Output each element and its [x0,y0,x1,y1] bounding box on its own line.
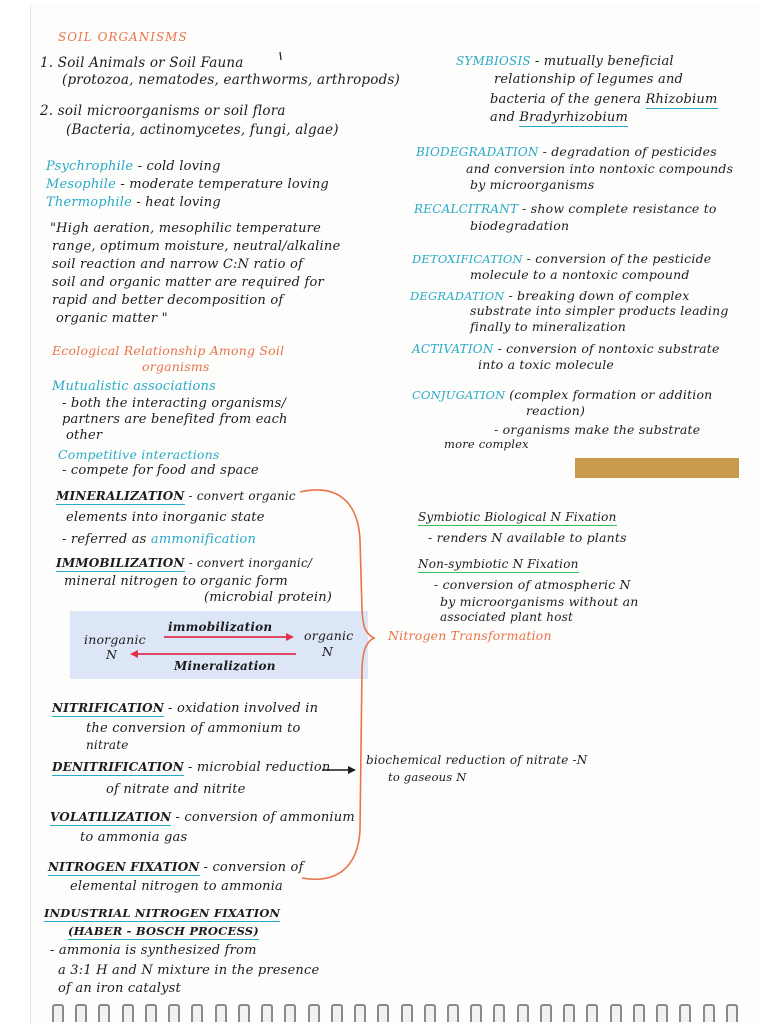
nitrification-def-3: nitrate [86,738,129,752]
soil-flora-examples: (Bacteria, actinomycetes, fungi, algae) [66,122,339,138]
diagram-inorganic-n: N [106,647,118,662]
haber-bosch-term: (HABER - BOSCH PROCESS) [68,924,259,938]
nitrification-def-2: the conversion of ammonium to [86,721,301,736]
nonsymbiotic-fixation-term: Non-symbiotic N Fixation [418,557,579,571]
conjugation-def-2: reaction) [526,403,586,418]
binding-ring [75,1004,87,1022]
binding-ring [633,1004,645,1022]
binding-ring [540,1004,552,1022]
quote-line-6: organic matter " [56,311,168,326]
binding-ring [726,1004,738,1022]
bradyrhizobium-term: Bradyrhizobium [519,110,628,125]
symbiosis-def: - mutually beneficial [534,54,674,69]
biodegradation-def: - degradation of pesticides [542,144,717,159]
mineralization-line [56,489,296,503]
diagram-immobilization-label: immobilization [168,620,273,634]
symbiosis-and: and [490,110,516,125]
denitrification-note-2: to gaseous N [388,770,467,784]
mineralization-def: - convert organic [188,489,296,503]
haber-bosch-heading [68,924,259,938]
nitrification-term: NITRIFICATION [52,701,165,715]
biodegradation-def-2: and conversion into nontoxic compounds [466,161,734,176]
diagram-inorganic-label: inorganic [84,632,146,647]
symbiosis-genera-text: bacteria of the genera [490,92,642,107]
binding-ring [354,1004,366,1022]
recalcitrant-def-2: biodegradation [470,218,570,233]
quote-line-5: rapid and better decomposition of [52,293,284,308]
mesophile-line [46,178,329,192]
symbiosis-term: SYMBIOSIS [456,54,531,68]
psychrophile-term: Psychrophile [46,159,134,174]
binding-ring [261,1004,273,1022]
industrial-line-1: - ammonia is synthesized from [50,943,257,958]
nitrogen-fixation-def-2: elemental nitrogen to ammonia [70,879,284,894]
soil-fauna-examples: (protozoa, nematodes, earthworms, arthropods) [62,72,401,88]
binding-ring [122,1004,134,1022]
mutualistic-line-2: partners are benefited from each [62,412,288,427]
conjugation-def: (complex formation or addition [509,387,713,402]
quote-line-1: "High aeration, mesophilic temperature [50,221,321,236]
quote-line-2: range, optimum moisture, neutral/alkaline [52,239,341,254]
binding-ring [563,1004,575,1022]
symbiosis-def-3 [490,93,718,107]
binding-ring [703,1004,715,1022]
binding-ring [424,1004,436,1022]
eco-heading-line-1: Ecological Relationship Among Soil [52,343,285,358]
binding-ring [52,1004,64,1022]
symbiosis-def-2: relationship of legumes and [494,72,684,87]
activation-def: - conversion of nontoxic substrate [497,341,720,356]
binding-ring [470,1004,482,1022]
psychrophile-def: - cold loving [137,159,221,174]
binding-ring [238,1004,250,1022]
tan-highlight-bar [575,458,739,478]
binding-ring [98,1004,110,1022]
conjugation-def-4: more complex [444,437,529,451]
symbiosis-def-4 [490,111,628,125]
mutualistic-term: Mutualistic associations [52,379,216,394]
binding-ring [215,1004,227,1022]
quote-line-4: soil and organic matter are required for [52,275,324,290]
thermophile-line [46,196,221,210]
mutualistic-line-3: other [66,428,103,443]
mesophile-term: Mesophile [46,177,117,192]
binding-ring [517,1004,529,1022]
symbiotic-fixation-def: - renders N available to plants [428,530,627,545]
immobilization-line [56,556,312,570]
binding-ring [168,1004,180,1022]
ammonification-term: ammonification [150,532,257,547]
immobilization-term: IMMOBILIZATION [56,556,185,570]
nitrogen-fixation-def: - conversion of [203,860,304,875]
biodegradation-term: BIODEGRADATION [416,145,539,159]
nitrogen-transformation-label: Nitrogen Transformation [388,628,552,643]
nitrogen-fixation-line [48,860,304,875]
binding-ring [145,1004,157,1022]
activation-term: ACTIVATION [412,342,494,356]
binding-ring [610,1004,622,1022]
degradation-def: - breaking down of complex [508,288,690,303]
mineralization-def-2: elements into inorganic state [66,510,265,525]
thermophile-def: - heat loving [136,195,221,210]
detoxification-line [412,252,711,266]
binding-ring [377,1004,389,1022]
industrial-fixation-term: INDUSTRIAL NITROGEN FIXATION [44,906,281,920]
nonsymbiotic-fixation-heading [418,557,579,571]
denitrification-line [52,760,330,775]
quote-line-3: soil reaction and narrow C:N ratio of [52,257,303,272]
immobilization-def-3: (microbial protein) [204,590,333,605]
volatilization-def-2: to ammonia gas [80,830,188,845]
binding-ring [191,1004,203,1022]
page-title: SOIL ORGANISMS [58,30,188,44]
diagram-organic-n: N [322,644,334,659]
degradation-term: DEGRADATION [410,289,505,303]
binding-ring [308,1004,320,1022]
binding-ring [284,1004,296,1022]
denitrification-def: - microbial reduction [187,760,331,775]
binding-ring [447,1004,459,1022]
volatilization-def: - conversion of ammonium [175,810,355,825]
detoxification-term: DETOXIFICATION [412,252,523,266]
diagram-mineralization-label: Mineralization [174,659,276,673]
binding-ring [493,1004,505,1022]
denitrification-def-2: of nitrate and nitrite [106,782,246,797]
mineralization-term: MINERALIZATION [56,489,185,503]
competitive-line: - compete for food and space [62,463,259,478]
mesophile-def: - moderate temperature loving [120,177,329,192]
immobilization-def: - convert inorganic/ [188,556,313,570]
recalcitrant-def: - show complete resistance to [522,201,717,216]
degradation-def-3: finally to mineralization [470,319,627,334]
thermophile-term: Thermophile [46,195,133,210]
symbiosis-line [456,54,674,69]
industrial-line-2: a 3:1 H and N mixture in the presence [58,963,320,978]
binding-ring [586,1004,598,1022]
conjugation-line [412,388,712,402]
mutualistic-line-1: - both the interacting organisms/ [62,396,287,411]
nonsymbiotic-def-1: - conversion of atmospheric N [434,577,631,592]
nitrification-line [52,701,318,716]
competitive-term: Competitive interactions [58,447,220,462]
binding-ring [331,1004,343,1022]
ammonification-prefix: - referred as [62,532,147,547]
activation-def-2: into a toxic molecule [478,357,614,372]
nitrification-def: - oxidation involved in [168,701,319,716]
soil-flora-item: 2. soil microorganisms or soil flora [40,103,286,119]
symbiotic-fixation-heading [418,510,617,524]
binding-ring [679,1004,691,1022]
nonsymbiotic-def-3: associated plant host [440,610,574,624]
binding-ring [401,1004,413,1022]
nitrogen-fixation-term: NITROGEN FIXATION [48,860,200,874]
detoxification-def-2: molecule to a nontoxic compound [470,267,690,282]
ammonification-line [62,533,256,547]
binding-ring [656,1004,668,1022]
detoxification-def: - conversion of the pesticide [526,251,712,266]
conjugation-def-3: - organisms make the substrate [494,422,701,437]
diagram-organic-label: organic [304,628,354,643]
nonsymbiotic-def-2: by microorganisms without an [440,594,639,609]
denitrification-note-1: biochemical reduction of nitrate -N [366,753,588,767]
psychrophile-line [46,160,221,174]
recalcitrant-line [414,202,717,216]
symbiotic-fixation-term: Symbiotic Biological N Fixation [418,510,617,524]
industrial-fixation-heading [44,906,280,920]
soil-fauna-item: 1. Soil Animals or Soil Fauna [40,55,244,71]
industrial-line-3: of an iron catalyst [58,981,181,996]
volatilization-term: VOLATILIZATION [50,810,172,824]
biodegradation-line [416,145,717,159]
volatilization-line [50,810,355,825]
biodegradation-def-3: by microorganisms [470,177,595,192]
recalcitrant-term: RECALCITRANT [414,202,519,216]
eco-heading-line-2: organisms [142,359,210,374]
degradation-def-2: substrate into simpler products leading [470,303,729,318]
conjugation-term: CONJUGATION [412,388,506,402]
spiral-binding [30,1004,760,1024]
immobilization-def-2: mineral nitrogen to organic form [64,574,288,589]
activation-line [412,342,720,356]
denitrification-term: DENITRIFICATION [52,760,184,774]
rhizobium-term: Rhizobium [645,92,718,107]
degradation-line [410,289,689,303]
